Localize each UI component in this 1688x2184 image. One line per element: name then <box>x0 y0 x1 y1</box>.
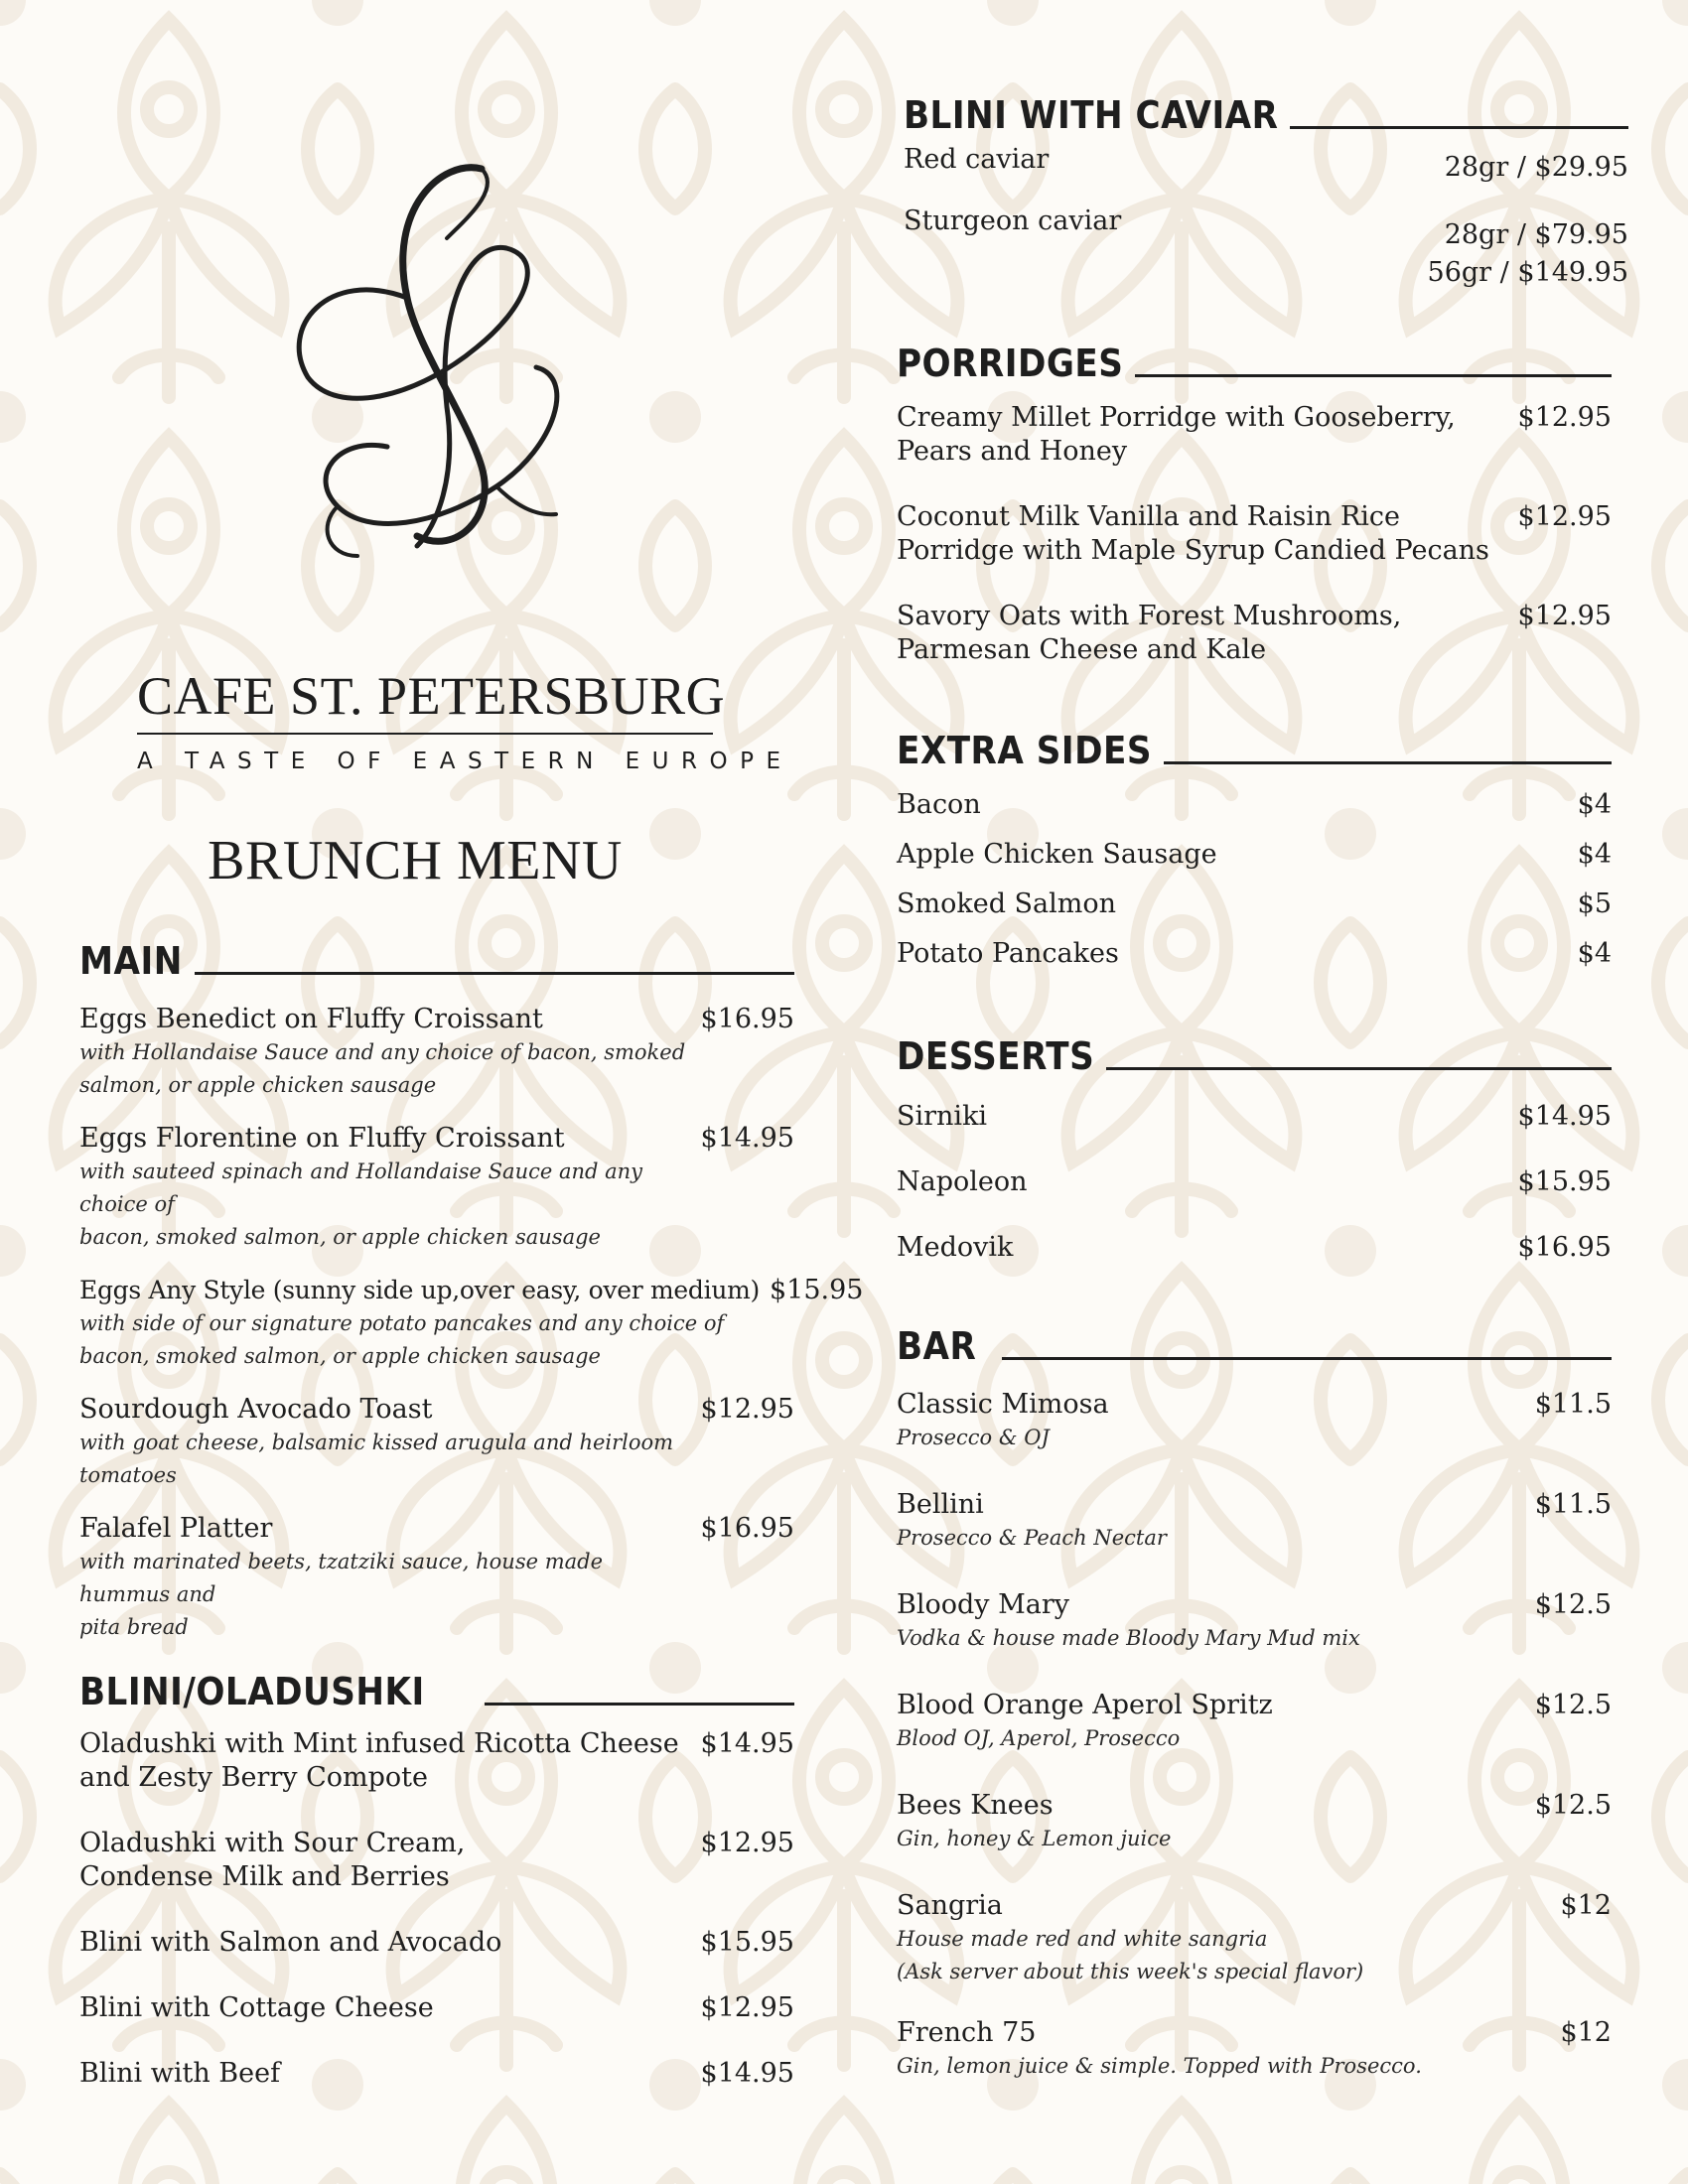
item-price: $12 <box>1560 2017 1612 2048</box>
section-divider <box>485 1703 794 1706</box>
item-price: $12.95 <box>700 1828 794 1858</box>
item-name: Blood Orange Aperol Spritz <box>897 1690 1273 1720</box>
item-price: $12.95 <box>1517 402 1612 433</box>
item-name: Medovik <box>897 1232 1014 1263</box>
section-extra-sides <box>897 725 1612 971</box>
sp-monogram-logo <box>268 149 596 586</box>
item-description: Gin, honey & Lemon juice <box>897 1827 1172 1850</box>
item-name: Creamy Millet Porridge with Gooseberry, Pears and Honey <box>897 402 1456 467</box>
item-name: Eggs Benedict on Fluffy Croissant <box>79 1004 543 1034</box>
item-name: Blini with Salmon and Avocado <box>79 1927 502 1958</box>
item-price: $14.95 <box>700 2058 794 2089</box>
item-name: Eggs Florentine on Fluffy Croissant <box>79 1123 565 1154</box>
menu-item <box>897 401 1612 469</box>
item-price: $12.5 <box>1534 1589 1612 1620</box>
item-name: Red caviar <box>904 144 1050 175</box>
menu-item <box>897 1789 1612 1855</box>
item-name: Potato Pancakes <box>897 938 1119 969</box>
section-main <box>79 935 864 1644</box>
item-price: $4 <box>1577 789 1612 820</box>
item-name: Blini with Cottage Cheese <box>79 1992 434 2023</box>
item-name: Oladushki with Mint infused Ricotta Cheese and Zesty Berry Compote <box>79 1728 679 1793</box>
section-blini-with-caviar <box>904 89 1628 292</box>
section-divider <box>1164 761 1612 764</box>
section-divider <box>1002 1357 1612 1360</box>
item-description: with side of our signature potato pancakes and any choice of bacon, smoked salmon, or apple chicken sausage <box>79 1311 725 1368</box>
item-name: Napoleon <box>897 1166 1028 1197</box>
menu-item <box>897 2016 1612 2083</box>
item-name: Bloody Mary <box>897 1589 1070 1620</box>
section-desserts <box>897 1030 1612 1265</box>
item-price: $14.95 <box>1517 1101 1612 1132</box>
menu-title: BRUNCH MENU <box>208 830 623 891</box>
item-price: 56gr / $149.95 <box>1427 257 1628 288</box>
item-name: Sturgeon caviar <box>904 205 1122 236</box>
menu-item <box>897 887 1612 921</box>
menu-item <box>904 205 1628 292</box>
item-price: $4 <box>1577 938 1612 969</box>
item-price: $4 <box>1577 839 1612 870</box>
section-title: BLINI WITH CAVIAR <box>904 93 1279 137</box>
item-description: House made red and white sangria (Ask server about this week's special flavor) <box>897 1927 1364 1983</box>
menu-item <box>897 500 1612 568</box>
item-price: $15.95 <box>700 1927 794 1958</box>
cafe-tagline: A TASTE OF EASTERN EUROPE <box>137 749 793 774</box>
menu-item <box>904 143 1628 187</box>
item-name: Bacon <box>897 789 981 820</box>
menu-item <box>897 1100 1612 1134</box>
section-bar <box>897 1320 1612 2083</box>
menu-item <box>897 838 1612 872</box>
item-description: Vodka & house made Bloody Mary Mud mix <box>897 1626 1360 1650</box>
item-name: Bees Knees <box>897 1790 1054 1821</box>
menu-item <box>897 1588 1612 1655</box>
menu-item <box>897 1231 1612 1265</box>
item-price: $11.5 <box>1534 1489 1612 1520</box>
section-divider <box>195 972 794 975</box>
item-price: $12.95 <box>700 1992 794 2023</box>
menu-item <box>79 1393 794 1492</box>
item-name: Sangria <box>897 1890 1003 1921</box>
item-name: Blini with Beef <box>79 2058 281 2089</box>
item-price: 28gr / $29.95 <box>1444 152 1628 183</box>
menu-item <box>897 600 1612 667</box>
cafe-name: CAFE ST. PETERSBURG <box>137 665 713 735</box>
section-porridges <box>897 338 1612 667</box>
item-price: $11.5 <box>1534 1389 1612 1420</box>
menu-item <box>897 1165 1612 1199</box>
item-price: $16.95 <box>700 1004 794 1034</box>
item-description: Prosecco & Peach Nectar <box>897 1526 1167 1550</box>
item-description: with Hollandaise Sauce and any choice of bacon, smoked salmon, or apple chicken sausage <box>79 1040 686 1097</box>
section-title: EXTRA SIDES <box>897 729 1152 772</box>
menu-item <box>79 2057 794 2091</box>
item-name: Sirniki <box>897 1101 988 1132</box>
menu-item <box>897 1689 1612 1755</box>
item-name: Falafel Platter <box>79 1513 273 1544</box>
item-price: $12.95 <box>1517 501 1612 532</box>
item-description: with marinated beets, tzatziki sauce, house made hummus and pita bread <box>79 1550 604 1639</box>
item-price: $14.95 <box>700 1728 794 1759</box>
section-divider <box>1290 126 1628 129</box>
brand-block <box>137 665 793 774</box>
section-title: BLINI/OLADUSHKI <box>79 1670 425 1713</box>
item-name: Oladushki with Sour Cream, Condense Milk and Berries <box>79 1828 466 1892</box>
item-price: $14.95 <box>700 1123 794 1154</box>
item-price: $12.5 <box>1534 1790 1612 1821</box>
item-price: $15.95 <box>1517 1166 1612 1197</box>
section-title: MAIN <box>79 939 183 983</box>
menu-item <box>79 1827 794 1894</box>
menu-item <box>897 937 1612 971</box>
item-price: $12.95 <box>700 1394 794 1425</box>
item-name: Apple Chicken Sausage <box>897 839 1217 870</box>
item-price: $16.95 <box>1517 1232 1612 1263</box>
section-title: DESSERTS <box>897 1034 1095 1078</box>
item-price: 28gr / $79.95 <box>1444 219 1628 250</box>
menu-item <box>79 1727 794 1795</box>
item-description: with goat cheese, balsamic kissed arugula and heirloom tomatoes <box>79 1431 674 1487</box>
item-price: $5 <box>1577 888 1612 919</box>
item-description: with sauteed spinach and Hollandaise Sauce and any choice of bacon, smoked salmon, or apple chicken sausage <box>79 1160 643 1249</box>
item-description: Gin, lemon juice & simple. Topped with Prosecco. <box>897 2054 1422 2078</box>
menu-item <box>897 1488 1612 1555</box>
item-name: Smoked Salmon <box>897 888 1117 919</box>
item-name: Bellini <box>897 1489 984 1520</box>
menu-item <box>79 1122 794 1254</box>
item-description: Prosecco & OJ <box>897 1426 1050 1449</box>
menu-item <box>79 1274 864 1373</box>
menu-item <box>79 1003 794 1102</box>
item-price: $12 <box>1560 1890 1612 1921</box>
item-name: Savory Oats with Forest Mushrooms, Parmesan Cheese and Kale <box>897 601 1402 665</box>
section-divider <box>1106 1067 1612 1070</box>
item-name: Sourdough Avocado Toast <box>79 1394 433 1425</box>
section-blini-oladushki <box>79 1666 794 2091</box>
menu-item <box>897 1388 1612 1454</box>
item-price: $12.5 <box>1534 1690 1612 1720</box>
menu-item <box>79 1991 794 2025</box>
item-price: $15.95 <box>770 1275 864 1305</box>
menu-item <box>897 788 1612 822</box>
menu-item <box>79 1926 794 1960</box>
item-name: Coconut Milk Vanilla and Raisin Rice Porridge with Maple Syrup Candied Pecans <box>897 501 1489 566</box>
menu-item <box>79 1512 794 1644</box>
item-name: French 75 <box>897 2017 1037 2048</box>
section-divider <box>1135 374 1612 377</box>
item-description: Blood OJ, Aperol, Prosecco <box>897 1726 1181 1750</box>
section-title: BAR <box>897 1324 977 1368</box>
menu-item <box>897 1889 1612 1988</box>
section-title: PORRIDGES <box>897 341 1124 385</box>
item-price: $16.95 <box>700 1513 794 1544</box>
item-name: Eggs Any Style (sunny side up,over easy, over medium) <box>79 1276 760 1304</box>
item-price: $12.95 <box>1517 601 1612 631</box>
item-name: Classic Mimosa <box>897 1389 1109 1420</box>
